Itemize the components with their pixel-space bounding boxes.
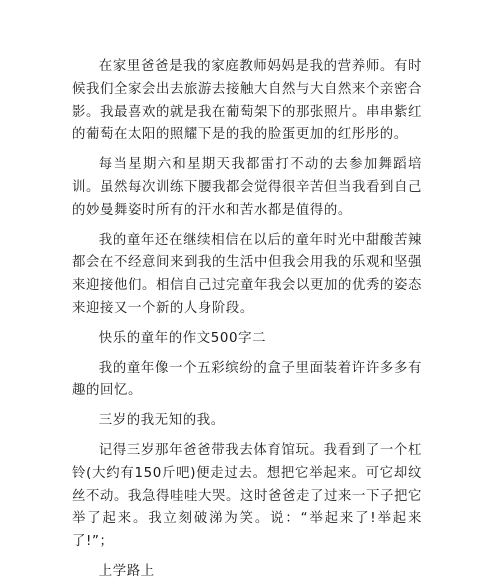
document-body [72, 56, 422, 584]
paragraph-colorful-box: 我的童年像一个五彩缤纷的盒子里面装着许许多多有趣的回忆。 [72, 360, 422, 399]
paragraph-way-to-school: 上学路上 [98, 563, 155, 579]
paragraph-childhood-continues: 我的童年还在继续相信在以后的童年时光中甜酸苦辣都会在不经意间来到我的生活中但我会用我的乐观和坚强来迎接他们。相信自己过完童年我会以更加的优秀的姿态来迎接又一个新的人身阶段。 [72, 232, 422, 316]
paragraph-three-years-old: 三岁的我无知的我。 [98, 413, 225, 429]
paragraph-dance: 每当星期六和星期天我都雷打不动的去参加舞蹈培训。虽然每次训练下腰我都会觉得很辛苦但当我看到自己的妙曼舞姿时所有的汗水和苦水都是值得的。 [72, 157, 422, 218]
essay-heading: 快乐的童年的作文500字二 [98, 330, 267, 346]
paragraph-family: 在家里爸爸是我的家庭教师妈妈是我的营养师。有时候我们全家会出去旅游去接触大自然与大自然来个亲密合影。我最喜欢的就是我在葡萄架下的那张照片。串串紫红的葡萄在太阳的照耀下是的我的脸蛋更加的红彤彤的。 [72, 59, 422, 143]
paragraph-barbell: 记得三岁那年爸爸带我去体育馆玩。我看到了一个杠铃(大约有150斤吧)便走过去。想把它举起来。可它却纹丝不动。我急得哇哇大哭。这时爸爸走了过来一下子把它举了起来。我立刻破涕为笑。说：“举起来了!举起来了!”； [72, 442, 422, 550]
